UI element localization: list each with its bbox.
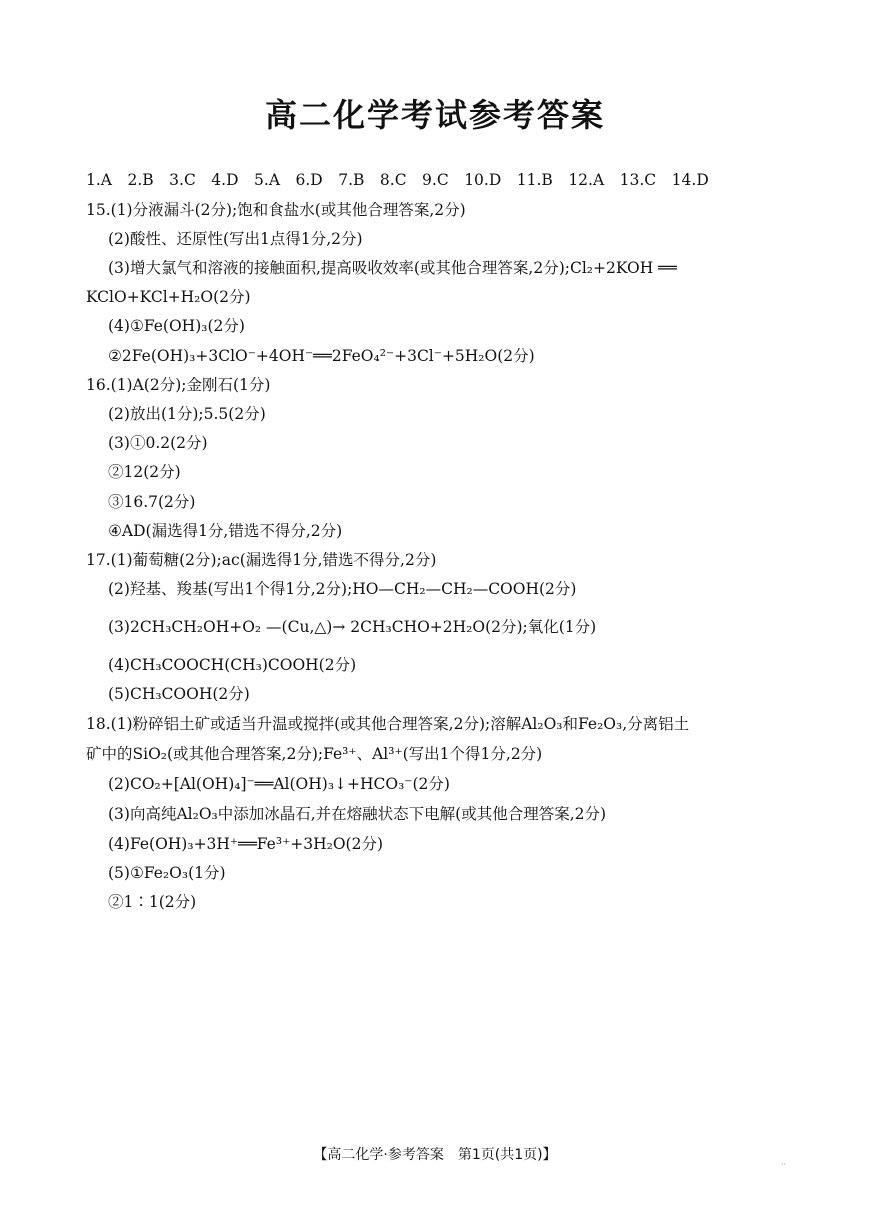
answer-line-q15-3: (3)增大氯气和溶液的接触面积,提高吸收效率(或其他合理答案,2分);Cl₂+2KOH ══ — [108, 259, 677, 277]
corner-mark: ·· — [781, 1160, 787, 1169]
multiple-choice-answers: 1.A 2.B 3.C 4.D 5.A 6.D 7.B 8.C 9.C 10.D 11.B 12.A 13.C 14.D — [86, 171, 709, 189]
answer-line-q16-1: 16.(1)A(2分);金刚石(1分) — [86, 376, 271, 394]
answer-line-q16-3b: ②12(2分) — [108, 463, 181, 481]
page-footer: 【高二化学·参考答案 第1页(共1页)】 — [313, 1147, 557, 1163]
answer-line-q16-2: (2)放出(1分);5.5(2分) — [108, 405, 266, 423]
answer-line-q17-5: (5)CH₃COOH(2分) — [108, 685, 250, 703]
answer-line-q16-3c: ③16.7(2分) — [108, 493, 196, 511]
answer-line-q18-1: 18.(1)粉碎铝土矿或适当升温或搅拌(或其他合理答案,2分);溶解Al₂O₃和Fe₂O₃,分离铝土 — [86, 715, 690, 733]
answer-line-q18-2: (2)CO₂+[Al(OH)₄]⁻══Al(OH)₃↓+HCO₃⁻(2分) — [108, 775, 450, 793]
answer-line-q18-3: (3)向高纯Al₂O₃中添加冰晶石,并在熔融状态下电解(或其他合理答案,2分) — [108, 805, 607, 823]
answer-line-q17-2: (2)羟基、羧基(写出1个得1分,2分);HO—CH₂—CH₂—COOH(2分) — [108, 580, 577, 598]
answer-line-q17-3: (3)2CH₃CH₂OH+O₂ —(Cu,△)→ 2CH₃CHO+2H₂O(2分);氧化(1分) — [108, 618, 597, 636]
answer-line-q17-4: (4)CH₃COOCH(CH₃)COOH(2分) — [108, 656, 357, 674]
answer-line-q16-3d: ④AD(漏选得1分,错选不得分,2分) — [108, 522, 343, 540]
answer-line-q15-1: 15.(1)分液漏斗(2分);饱和食盐水(或其他合理答案,2分) — [86, 201, 466, 219]
answer-line-q18-5b: ②1∶1(2分) — [108, 893, 197, 911]
answer-line-q16-3a: (3)①0.2(2分) — [108, 434, 208, 452]
page-title: 高二化学考试参考答案 — [264, 96, 605, 134]
answer-line-q17-1: 17.(1)葡萄糖(2分);ac(漏选得1分,错选不得分,2分) — [86, 551, 437, 569]
answer-line-q15-4b: ②2Fe(OH)₃+3ClO⁻+4OH⁻══2FeO₄²⁻+3Cl⁻+5H₂O(2分) — [108, 347, 535, 365]
answer-line-q18-4: (4)Fe(OH)₃+3H⁺══Fe³⁺+3H₂O(2分) — [108, 835, 383, 853]
answer-line-q15-3-cont: KClO+KCl+H₂O(2分) — [86, 288, 251, 306]
answer-line-q15-4a: (4)①Fe(OH)₃(2分) — [108, 317, 245, 335]
answer-line-q15-2: (2)酸性、还原性(写出1点得1分,2分) — [108, 230, 363, 248]
answer-line-q18-1-cont: 矿中的SiO₂(或其他合理答案,2分);Fe³⁺、Al³⁺(写出1个得1分,2分) — [86, 745, 543, 763]
answer-line-q18-5a: (5)①Fe₂O₃(1分) — [108, 864, 226, 882]
